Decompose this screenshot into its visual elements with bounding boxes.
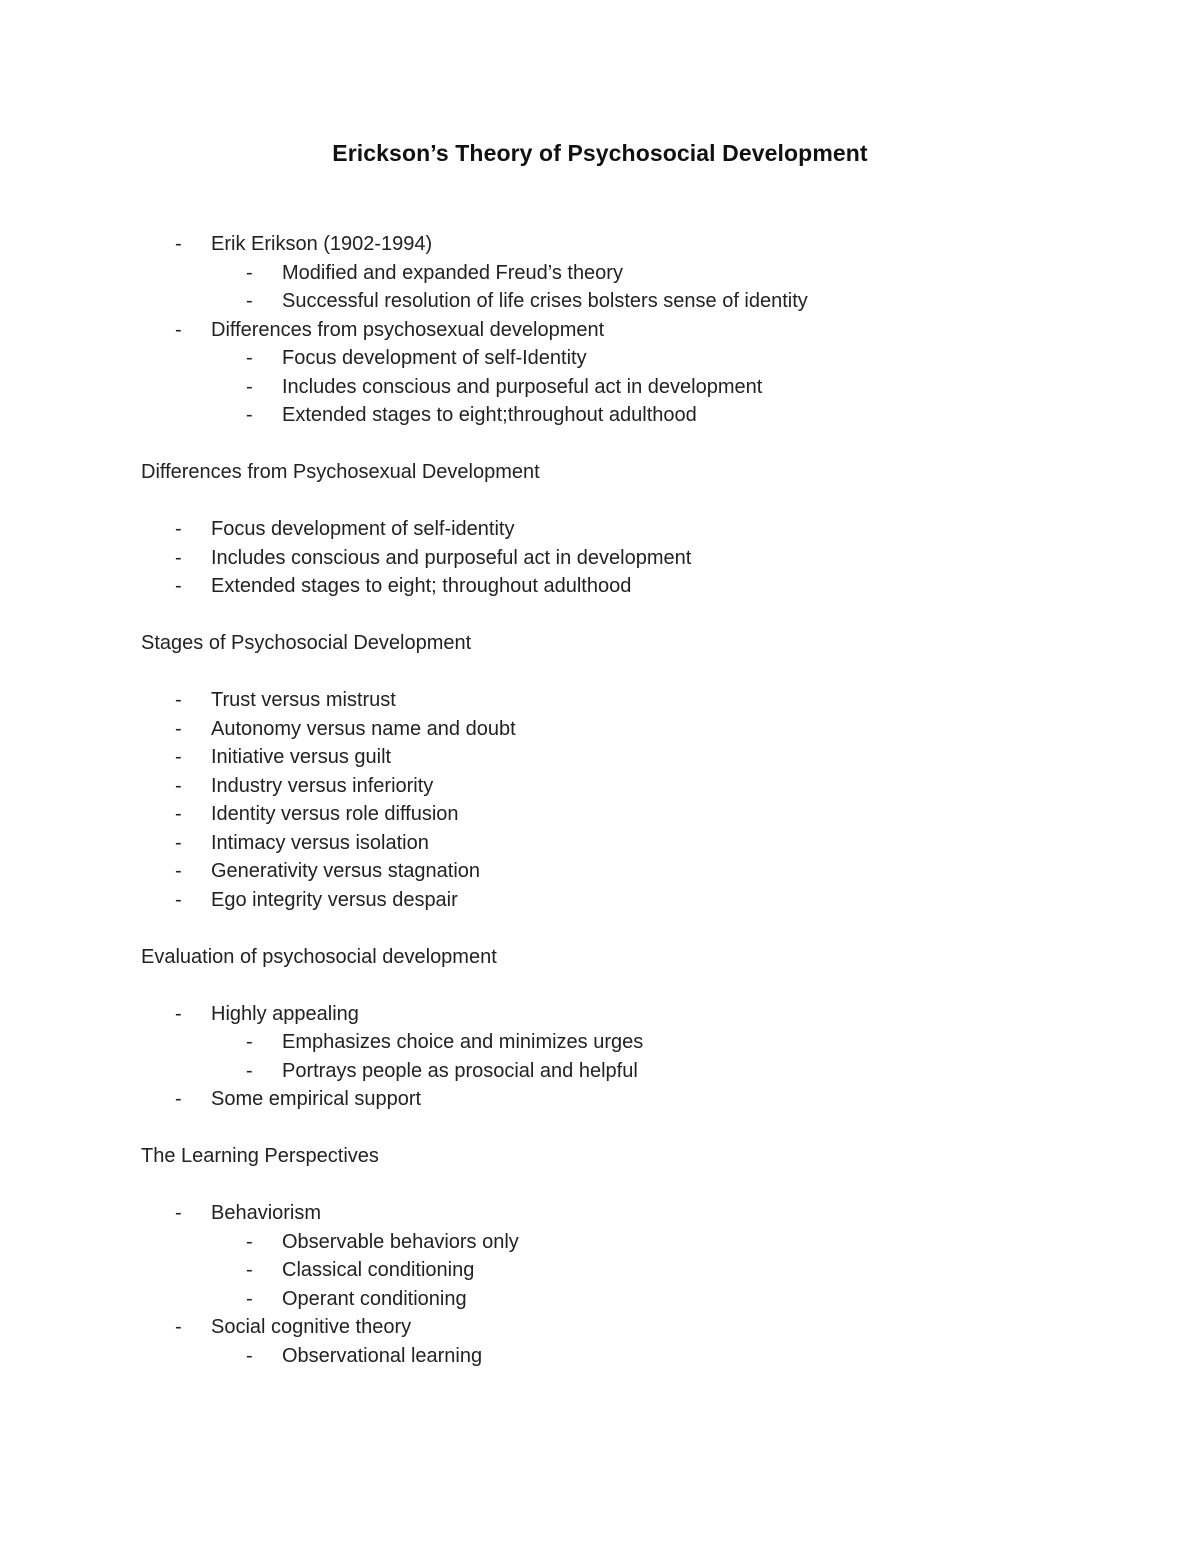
sub-list-item (141, 259, 1141, 288)
list-item (141, 743, 1141, 772)
sub-list-item-text: Extended stages to eight;throughout adulthood (282, 404, 697, 426)
bullet-list (141, 230, 1141, 430)
sub-list-item-text: Includes conscious and purposeful act in development (282, 375, 763, 398)
bullet-dash: - (175, 233, 182, 255)
bullet-list (141, 686, 1141, 914)
sub-bullet-list (141, 259, 1141, 316)
bullet-dash: - (175, 546, 182, 569)
section-heading: The Learning Perspectives (141, 1145, 379, 1167)
list-item-text: Focus development of self-identity (211, 518, 515, 540)
sub-list-item-text: Successful resolution of life crises bolsters sense of identity (282, 290, 808, 312)
list-item-text: Differences from psychosexual development (211, 318, 605, 341)
bullet-dash: - (175, 575, 182, 597)
list-item-text: Generativity versus stagnation (211, 860, 481, 882)
bullet-list (141, 1199, 1141, 1370)
sub-list-item-text: Operant conditioning (282, 1287, 467, 1310)
bullet-dash: - (246, 1230, 253, 1253)
list-item-text: Highly appealing (211, 1002, 359, 1025)
list-item-text: Trust versus mistrust (211, 689, 396, 711)
bullet-list (141, 1000, 1141, 1114)
bullet-dash: - (175, 518, 182, 540)
sub-bullet-list (141, 1228, 1141, 1314)
document-title: Erickson’s Theory of Psychosocial Development (332, 140, 868, 166)
sub-list-item-text: Emphasizes choice and minimizes urges (282, 1031, 644, 1053)
bullet-dash: - (175, 803, 182, 825)
list-item-text: Includes conscious and purposeful act in development (211, 546, 692, 569)
bullet-dash: - (246, 375, 253, 398)
list-item-text: Identity versus role diffusion (211, 803, 459, 825)
list-item (141, 857, 1141, 886)
list-item-text: Autonomy versus name and doubt (211, 717, 516, 740)
sub-list-item (141, 373, 1141, 402)
bullet-list (141, 515, 1141, 601)
sub-list-item-text: Portrays people as prosocial and helpful (282, 1059, 638, 1082)
bullet-dash: - (175, 746, 182, 768)
spacer (141, 914, 1141, 943)
sub-bullet-list (141, 1028, 1141, 1085)
bullet-dash: - (175, 888, 182, 911)
spacer (141, 971, 1141, 1000)
sub-list-item (141, 1256, 1141, 1285)
bullet-dash: - (246, 404, 253, 426)
list-item (141, 715, 1141, 744)
bullet-dash: - (175, 1002, 182, 1025)
sub-list-item-text: Observational learning (282, 1344, 483, 1367)
sub-list-item-text: Classical conditioning (282, 1259, 475, 1281)
sub-list-item (141, 1285, 1141, 1314)
bullet-dash: - (246, 1259, 253, 1281)
list-item (141, 1199, 1141, 1228)
list-item-text: Initiative versus guilt (211, 746, 392, 768)
bullet-dash: - (175, 717, 182, 740)
sub-list-item-text: Focus development of self-Identity (282, 347, 587, 369)
bullet-dash: - (246, 261, 253, 284)
section-heading: Evaluation of psychosocial development (141, 945, 497, 968)
bullet-dash: - (175, 1202, 182, 1224)
bullet-dash: - (246, 347, 253, 369)
bullet-dash: - (175, 860, 182, 882)
bullet-dash: - (175, 689, 182, 711)
spacer (141, 1114, 1141, 1143)
list-item-text: Social cognitive theory (211, 1316, 412, 1338)
sub-list-item (141, 1342, 1141, 1371)
list-item (141, 800, 1141, 829)
list-item (141, 544, 1141, 573)
list-item-text: Extended stages to eight; throughout adulthood (211, 575, 632, 597)
list-item-text: Ego integrity versus despair (211, 888, 458, 911)
list-item (141, 772, 1141, 801)
bullet-dash: - (246, 1287, 253, 1310)
list-item (141, 1313, 1141, 1342)
bullet-dash: - (175, 318, 182, 341)
spacer (141, 658, 1141, 687)
list-item (141, 230, 1141, 259)
bullet-dash: - (175, 1316, 182, 1338)
list-item (141, 1000, 1141, 1029)
sub-list-item (141, 1057, 1141, 1086)
list-item (141, 686, 1141, 715)
spacer (141, 487, 1141, 516)
bullet-dash: - (246, 1059, 253, 1082)
sub-list-item-text: Modified and expanded Freud’s theory (282, 261, 623, 284)
spacer (141, 430, 1141, 459)
sub-list-item (141, 401, 1141, 430)
bullet-dash: - (246, 1344, 253, 1367)
bullet-dash: - (175, 774, 182, 797)
document-body (141, 230, 1141, 1370)
sub-bullet-list (141, 344, 1141, 430)
bullet-dash: - (175, 831, 182, 854)
sub-list-item-text: Observable behaviors only (282, 1230, 519, 1253)
sub-list-item (141, 287, 1141, 316)
spacer (141, 601, 1141, 630)
list-item-text: Intimacy versus isolation (211, 831, 429, 854)
spacer (141, 1171, 1141, 1200)
bullet-dash: - (246, 290, 253, 312)
sub-bullet-list (141, 1342, 1141, 1371)
list-item (141, 572, 1141, 601)
list-item-text: Industry versus inferiority (211, 774, 434, 797)
list-item (141, 1085, 1141, 1114)
list-item-text: Erik Erikson (1902-1994) (211, 233, 433, 255)
bullet-dash: - (175, 1088, 182, 1110)
sub-list-item (141, 344, 1141, 373)
bullet-dash: - (246, 1031, 253, 1053)
list-item (141, 316, 1141, 345)
section-heading: Stages of Psychosocial Development (141, 632, 472, 654)
list-item-text: Some empirical support (211, 1088, 422, 1110)
section-heading: Differences from Psychosexual Development (141, 461, 540, 483)
list-item (141, 829, 1141, 858)
sub-list-item (141, 1228, 1141, 1257)
list-item-text: Behaviorism (211, 1202, 322, 1224)
list-item (141, 515, 1141, 544)
sub-list-item (141, 1028, 1141, 1057)
list-item (141, 886, 1141, 915)
